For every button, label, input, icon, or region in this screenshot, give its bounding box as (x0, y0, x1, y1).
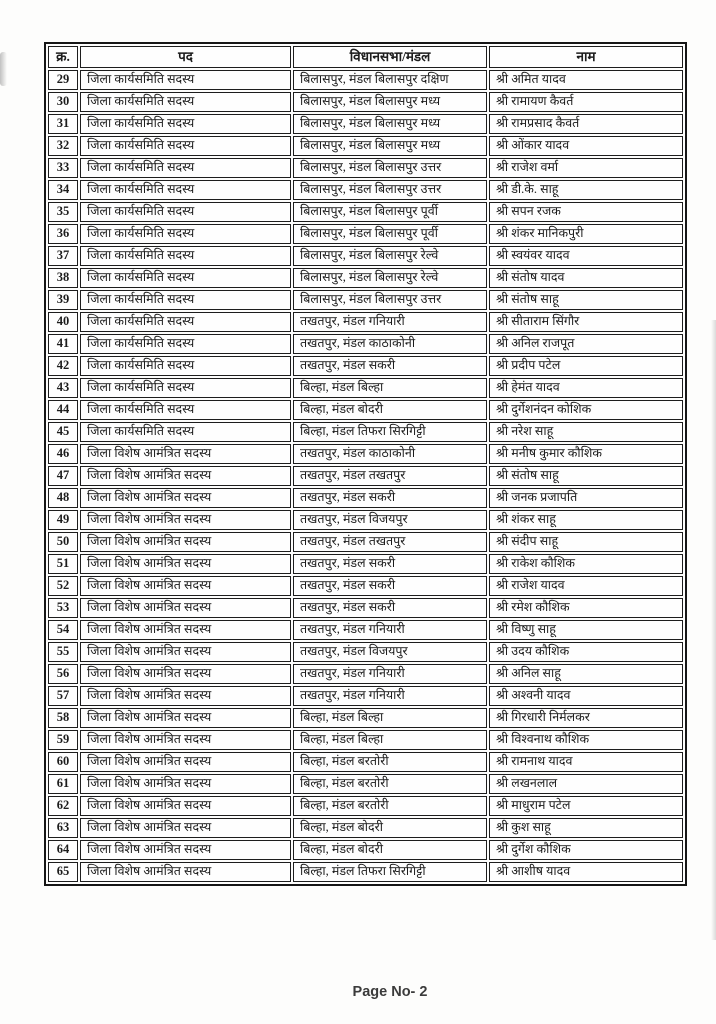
division-cell: बिल्हा, मंडल बोदरी (293, 840, 487, 860)
post-cell: जिला विशेष आमंत्रित सदस्य (80, 818, 291, 838)
col-header-post: पद (80, 46, 291, 68)
table-row (48, 268, 683, 288)
post-cell: जिला कार्यसमिति सदस्य (80, 224, 291, 244)
post-cell: जिला विशेष आमंत्रित सदस्य (80, 774, 291, 794)
division-cell: तखतपुर, मंडल काठाकोनी (293, 334, 487, 354)
serial-cell: 35 (48, 202, 78, 222)
serial-cell: 58 (48, 708, 78, 728)
division-cell: तखतपुर, मंडल गनियारी (293, 686, 487, 706)
table-row (48, 664, 683, 684)
division-cell: बिलासपुर, मंडल बिलासपुर मध्य (293, 114, 487, 134)
division-cell: तखतपुर, मंडल सकरी (293, 356, 487, 376)
name-cell: श्री राजेश वर्मा (489, 158, 683, 178)
serial-cell: 39 (48, 290, 78, 310)
division-cell: बिल्हा, मंडल बोदरी (293, 400, 487, 420)
serial-cell: 43 (48, 378, 78, 398)
post-cell: जिला विशेष आमंत्रित सदस्य (80, 620, 291, 640)
division-cell: तखतपुर, मंडल सकरी (293, 488, 487, 508)
name-cell: श्री अश्वनी यादव (489, 686, 683, 706)
serial-cell: 53 (48, 598, 78, 618)
table-row (48, 378, 683, 398)
name-cell: श्री शंकर साहू (489, 510, 683, 530)
division-cell: तखतपुर, मंडल सकरी (293, 554, 487, 574)
serial-cell: 55 (48, 642, 78, 662)
table-row (48, 686, 683, 706)
division-cell: बिलासपुर, मंडल बिलासपुर उत्तर (293, 158, 487, 178)
name-cell: श्री गिरधारी निर्मलकर (489, 708, 683, 728)
table-row (48, 180, 683, 200)
post-cell: जिला कार्यसमिति सदस्य (80, 158, 291, 178)
name-cell: श्री रामनाथ यादव (489, 752, 683, 772)
division-cell: बिलासपुर, मंडल बिलासपुर मध्य (293, 92, 487, 112)
table-row (48, 598, 683, 618)
table-row (48, 334, 683, 354)
members-table (44, 42, 687, 886)
division-cell: बिल्हा, मंडल बिल्हा (293, 378, 487, 398)
serial-cell: 44 (48, 400, 78, 420)
division-cell: बिल्हा, मंडल बरतोरी (293, 752, 487, 772)
name-cell: श्री विश्वनाथ कौशिक (489, 730, 683, 750)
table-body (48, 70, 683, 882)
name-cell: श्री नरेश साहू (489, 422, 683, 442)
division-cell: बिलासपुर, मंडल बिलासपुर पूर्वी (293, 202, 487, 222)
name-cell: श्री माधुराम पटेल (489, 796, 683, 816)
division-cell: बिल्हा, मंडल तिफरा सिरगिट्टी (293, 422, 487, 442)
division-cell: बिल्हा, मंडल बरतोरी (293, 796, 487, 816)
table-row (48, 444, 683, 464)
col-header-serial: क्र. (48, 46, 78, 68)
serial-cell: 59 (48, 730, 78, 750)
table-row (48, 246, 683, 266)
scan-artifact-right (711, 320, 716, 940)
scan-artifact-left (0, 52, 7, 86)
post-cell: जिला कार्यसमिति सदस्य (80, 356, 291, 376)
table-row (48, 752, 683, 772)
post-cell: जिला विशेष आमंत्रित सदस्य (80, 510, 291, 530)
serial-cell: 33 (48, 158, 78, 178)
name-cell: श्री दुर्गेश कौशिक (489, 840, 683, 860)
table-row (48, 488, 683, 508)
post-cell: जिला कार्यसमिति सदस्य (80, 202, 291, 222)
serial-cell: 65 (48, 862, 78, 882)
table-row (48, 576, 683, 596)
post-cell: जिला विशेष आमंत्रित सदस्य (80, 488, 291, 508)
table-row (48, 862, 683, 882)
post-cell: जिला विशेष आमंत्रित सदस्य (80, 466, 291, 486)
serial-cell: 61 (48, 774, 78, 794)
division-cell: तखतपुर, मंडल विजयपुर (293, 510, 487, 530)
post-cell: जिला विशेष आमंत्रित सदस्य (80, 444, 291, 464)
serial-cell: 48 (48, 488, 78, 508)
name-cell: श्री कुश साहू (489, 818, 683, 838)
serial-cell: 41 (48, 334, 78, 354)
name-cell: श्री डी.के. साहू (489, 180, 683, 200)
serial-cell: 45 (48, 422, 78, 442)
division-cell: तखतपुर, मंडल तखतपुर (293, 532, 487, 552)
post-cell: जिला विशेष आमंत्रित सदस्य (80, 840, 291, 860)
division-cell: तखतपुर, मंडल गनियारी (293, 620, 487, 640)
post-cell: जिला कार्यसमिति सदस्य (80, 312, 291, 332)
table-row (48, 312, 683, 332)
division-cell: तखतपुर, मंडल गनियारी (293, 312, 487, 332)
table-row (48, 708, 683, 728)
division-cell: बिल्हा, मंडल बरतोरी (293, 774, 487, 794)
division-cell: तखतपुर, मंडल सकरी (293, 598, 487, 618)
name-cell: श्री जनक प्रजापति (489, 488, 683, 508)
table-row (48, 114, 683, 134)
name-cell: श्री मनीष कुमार कौशिक (489, 444, 683, 464)
post-cell: जिला कार्यसमिति सदस्य (80, 378, 291, 398)
serial-cell: 52 (48, 576, 78, 596)
table-row (48, 554, 683, 574)
table-row (48, 818, 683, 838)
table-row (48, 422, 683, 442)
name-cell: श्री सीताराम सिंगौर (489, 312, 683, 332)
serial-cell: 57 (48, 686, 78, 706)
division-cell: बिल्हा, मंडल तिफरा सिरगिट्टी (293, 862, 487, 882)
header-row (48, 46, 683, 68)
name-cell: श्री संतोष साहू (489, 290, 683, 310)
table-row (48, 532, 683, 552)
page-number: Page No- 2 (352, 984, 428, 1000)
serial-cell: 42 (48, 356, 78, 376)
post-cell: जिला कार्यसमिति सदस्य (80, 180, 291, 200)
table-row (48, 224, 683, 244)
name-cell: श्री स्वयंवर यादव (489, 246, 683, 266)
name-cell: श्री संतोष साहू (489, 466, 683, 486)
name-cell: श्री हेमंत यादव (489, 378, 683, 398)
division-cell: तखतपुर, मंडल काठाकोनी (293, 444, 487, 464)
serial-cell: 63 (48, 818, 78, 838)
serial-cell: 36 (48, 224, 78, 244)
serial-cell: 29 (48, 70, 78, 90)
division-cell: बिलासपुर, मंडल बिलासपुर रेल्वे (293, 268, 487, 288)
serial-cell: 31 (48, 114, 78, 134)
col-header-name: नाम (489, 46, 683, 68)
table-row (48, 642, 683, 662)
post-cell: जिला विशेष आमंत्रित सदस्य (80, 532, 291, 552)
serial-cell: 40 (48, 312, 78, 332)
name-cell: श्री दुर्गेशनंदन कोशिक (489, 400, 683, 420)
serial-cell: 56 (48, 664, 78, 684)
table-row (48, 92, 683, 112)
division-cell: तखतपुर, मंडल सकरी (293, 576, 487, 596)
division-cell: बिल्हा, मंडल बिल्हा (293, 708, 487, 728)
name-cell: श्री संदीप साहू (489, 532, 683, 552)
serial-cell: 47 (48, 466, 78, 486)
name-cell: श्री अनिल साहू (489, 664, 683, 684)
division-cell: बिलासपुर, मंडल बिलासपुर दक्षिण (293, 70, 487, 90)
name-cell: श्री आशीष यादव (489, 862, 683, 882)
serial-cell: 50 (48, 532, 78, 552)
post-cell: जिला विशेष आमंत्रित सदस्य (80, 598, 291, 618)
serial-cell: 38 (48, 268, 78, 288)
table-row (48, 466, 683, 486)
name-cell: श्री शंकर मानिकपुरी (489, 224, 683, 244)
name-cell: श्री लखनलाल (489, 774, 683, 794)
serial-cell: 64 (48, 840, 78, 860)
col-header-division: विधानसभा/मंडल (293, 46, 487, 68)
division-cell: बिल्हा, मंडल बोदरी (293, 818, 487, 838)
table-row (48, 356, 683, 376)
serial-cell: 34 (48, 180, 78, 200)
post-cell: जिला कार्यसमिति सदस्य (80, 290, 291, 310)
name-cell: श्री राजेश यादव (489, 576, 683, 596)
name-cell: श्री अनिल राजपूत (489, 334, 683, 354)
post-cell: जिला विशेष आमंत्रित सदस्य (80, 862, 291, 882)
name-cell: श्री ओंकार यादव (489, 136, 683, 156)
name-cell: श्री रामप्रसाद कैवर्त (489, 114, 683, 134)
table-row (48, 400, 683, 420)
name-cell: श्री उदय कौशिक (489, 642, 683, 662)
table-row (48, 730, 683, 750)
table-row (48, 70, 683, 90)
serial-cell: 62 (48, 796, 78, 816)
table-row (48, 796, 683, 816)
table-row (48, 774, 683, 794)
serial-cell: 51 (48, 554, 78, 574)
name-cell: श्री रमेश कौशिक (489, 598, 683, 618)
post-cell: जिला विशेष आमंत्रित सदस्य (80, 664, 291, 684)
division-cell: बिलासपुर, मंडल बिलासपुर रेल्वे (293, 246, 487, 266)
division-cell: बिलासपुर, मंडल बिलासपुर उत्तर (293, 180, 487, 200)
post-cell: जिला विशेष आमंत्रित सदस्य (80, 686, 291, 706)
division-cell: बिलासपुर, मंडल बिलासपुर मध्य (293, 136, 487, 156)
post-cell: जिला कार्यसमिति सदस्य (80, 114, 291, 134)
division-cell: बिलासपुर, मंडल बिलासपुर उत्तर (293, 290, 487, 310)
name-cell: श्री विष्णु साहू (489, 620, 683, 640)
serial-cell: 37 (48, 246, 78, 266)
table-row (48, 840, 683, 860)
serial-cell: 54 (48, 620, 78, 640)
division-cell: बिल्हा, मंडल बिल्हा (293, 730, 487, 750)
name-cell: श्री राकेश कौशिक (489, 554, 683, 574)
post-cell: जिला कार्यसमिति सदस्य (80, 422, 291, 442)
post-cell: जिला विशेष आमंत्रित सदस्य (80, 576, 291, 596)
post-cell: जिला विशेष आमंत्रित सदस्य (80, 752, 291, 772)
post-cell: जिला कार्यसमिति सदस्य (80, 92, 291, 112)
serial-cell: 32 (48, 136, 78, 156)
post-cell: जिला विशेष आमंत्रित सदस्य (80, 642, 291, 662)
post-cell: जिला विशेष आमंत्रित सदस्य (80, 554, 291, 574)
name-cell: श्री अमित यादव (489, 70, 683, 90)
name-cell: श्री सपन रजक (489, 202, 683, 222)
serial-cell: 30 (48, 92, 78, 112)
table-row (48, 158, 683, 178)
post-cell: जिला विशेष आमंत्रित सदस्य (80, 730, 291, 750)
name-cell: श्री प्रदीप पटेल (489, 356, 683, 376)
serial-cell: 46 (48, 444, 78, 464)
name-cell: श्री रामायण कैवर्त (489, 92, 683, 112)
table-row (48, 136, 683, 156)
division-cell: तखतपुर, मंडल विजयपुर (293, 642, 487, 662)
name-cell: श्री संतोष यादव (489, 268, 683, 288)
table-row (48, 510, 683, 530)
post-cell: जिला कार्यसमिति सदस्य (80, 136, 291, 156)
post-cell: जिला कार्यसमिति सदस्य (80, 334, 291, 354)
division-cell: तखतपुर, मंडल तखतपुर (293, 466, 487, 486)
table-row (48, 620, 683, 640)
post-cell: जिला कार्यसमिति सदस्य (80, 246, 291, 266)
division-cell: बिलासपुर, मंडल बिलासपुर पूर्वी (293, 224, 487, 244)
post-cell: जिला कार्यसमिति सदस्य (80, 400, 291, 420)
table-row (48, 202, 683, 222)
post-cell: जिला विशेष आमंत्रित सदस्य (80, 796, 291, 816)
post-cell: जिला कार्यसमिति सदस्य (80, 268, 291, 288)
table-row (48, 290, 683, 310)
post-cell: जिला कार्यसमिति सदस्य (80, 70, 291, 90)
serial-cell: 49 (48, 510, 78, 530)
serial-cell: 60 (48, 752, 78, 772)
post-cell: जिला विशेष आमंत्रित सदस्य (80, 708, 291, 728)
division-cell: तखतपुर, मंडल गनियारी (293, 664, 487, 684)
